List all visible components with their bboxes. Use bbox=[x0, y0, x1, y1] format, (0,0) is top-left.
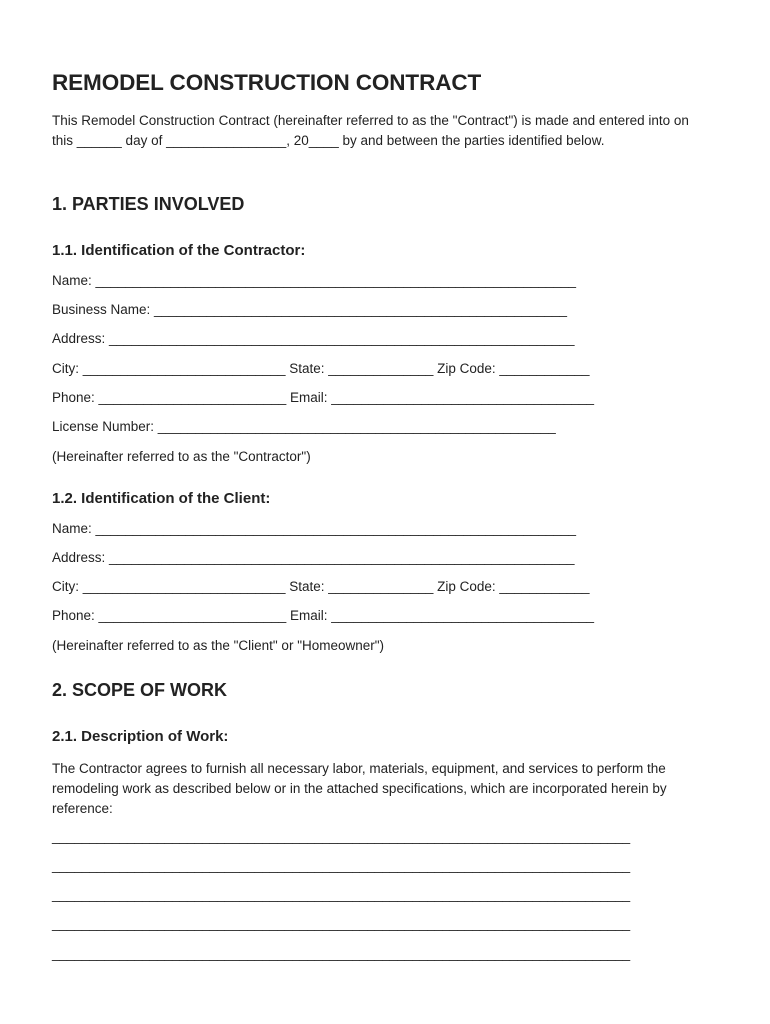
description-blank-line[interactable]: _____________________________________________________________________________ bbox=[52, 887, 631, 902]
client-name-field[interactable]: Name: ________________________________________________________________ bbox=[52, 521, 577, 536]
description-blank-line[interactable]: _____________________________________________________________________________ bbox=[52, 946, 631, 961]
contractor-heading: 1.1. Identification of the Contractor: bbox=[52, 242, 306, 259]
contractor-phone-email-field[interactable]: Phone: _________________________ Email: ___________________________________ bbox=[52, 390, 595, 405]
section-parties-heading: 1. PARTIES INVOLVED bbox=[52, 194, 245, 214]
client-heading: 1.2. Identification of the Client: bbox=[52, 490, 271, 507]
client-phone-email-field[interactable]: Phone: _________________________ Email: ___________________________________ bbox=[52, 608, 595, 623]
section-scope-heading: 2. SCOPE OF WORK bbox=[52, 680, 228, 700]
intro-paragraph: This Remodel Construction Contract (hereinafter referred to as the "Contract") is made and entered into on this ______ day of ________________, 20____ by and between the parties identified below. bbox=[52, 113, 689, 148]
description-paragraph: The Contractor agrees to furnish all necessary labor, materials, equipment, and services to perform the remodeling work as described below or in the attached specifications, which are incorporated herein by reference: bbox=[52, 761, 667, 816]
description-blank-line[interactable]: _____________________________________________________________________________ bbox=[52, 916, 631, 931]
description-blank-line[interactable]: _____________________________________________________________________________ bbox=[52, 858, 631, 873]
client-note: (Hereinafter referred to as the "Client" or "Homeowner") bbox=[52, 638, 385, 653]
contractor-name-field[interactable]: Name: ________________________________________________________________ bbox=[52, 273, 577, 288]
contractor-note: (Hereinafter referred to as the "Contractor") bbox=[52, 449, 311, 464]
contractor-city-state-zip-field[interactable]: City: ___________________________ State: ______________ Zip Code: ____________ bbox=[52, 361, 590, 376]
client-address-field[interactable]: Address: ______________________________________________________________ bbox=[52, 550, 575, 565]
contractor-license-field[interactable]: License Number: _____________________________________________________ bbox=[52, 419, 556, 434]
contractor-business-name-field[interactable]: Business Name: _______________________________________________________ bbox=[52, 302, 567, 317]
description-blank-line[interactable]: _____________________________________________________________________________ bbox=[52, 829, 631, 844]
client-city-state-zip-field[interactable]: City: ___________________________ State: ______________ Zip Code: ____________ bbox=[52, 579, 590, 594]
description-heading: 2.1. Description of Work: bbox=[52, 728, 229, 745]
contractor-address-field[interactable]: Address: ______________________________________________________________ bbox=[52, 331, 575, 346]
document-title: REMODEL CONSTRUCTION CONTRACT bbox=[52, 70, 482, 95]
